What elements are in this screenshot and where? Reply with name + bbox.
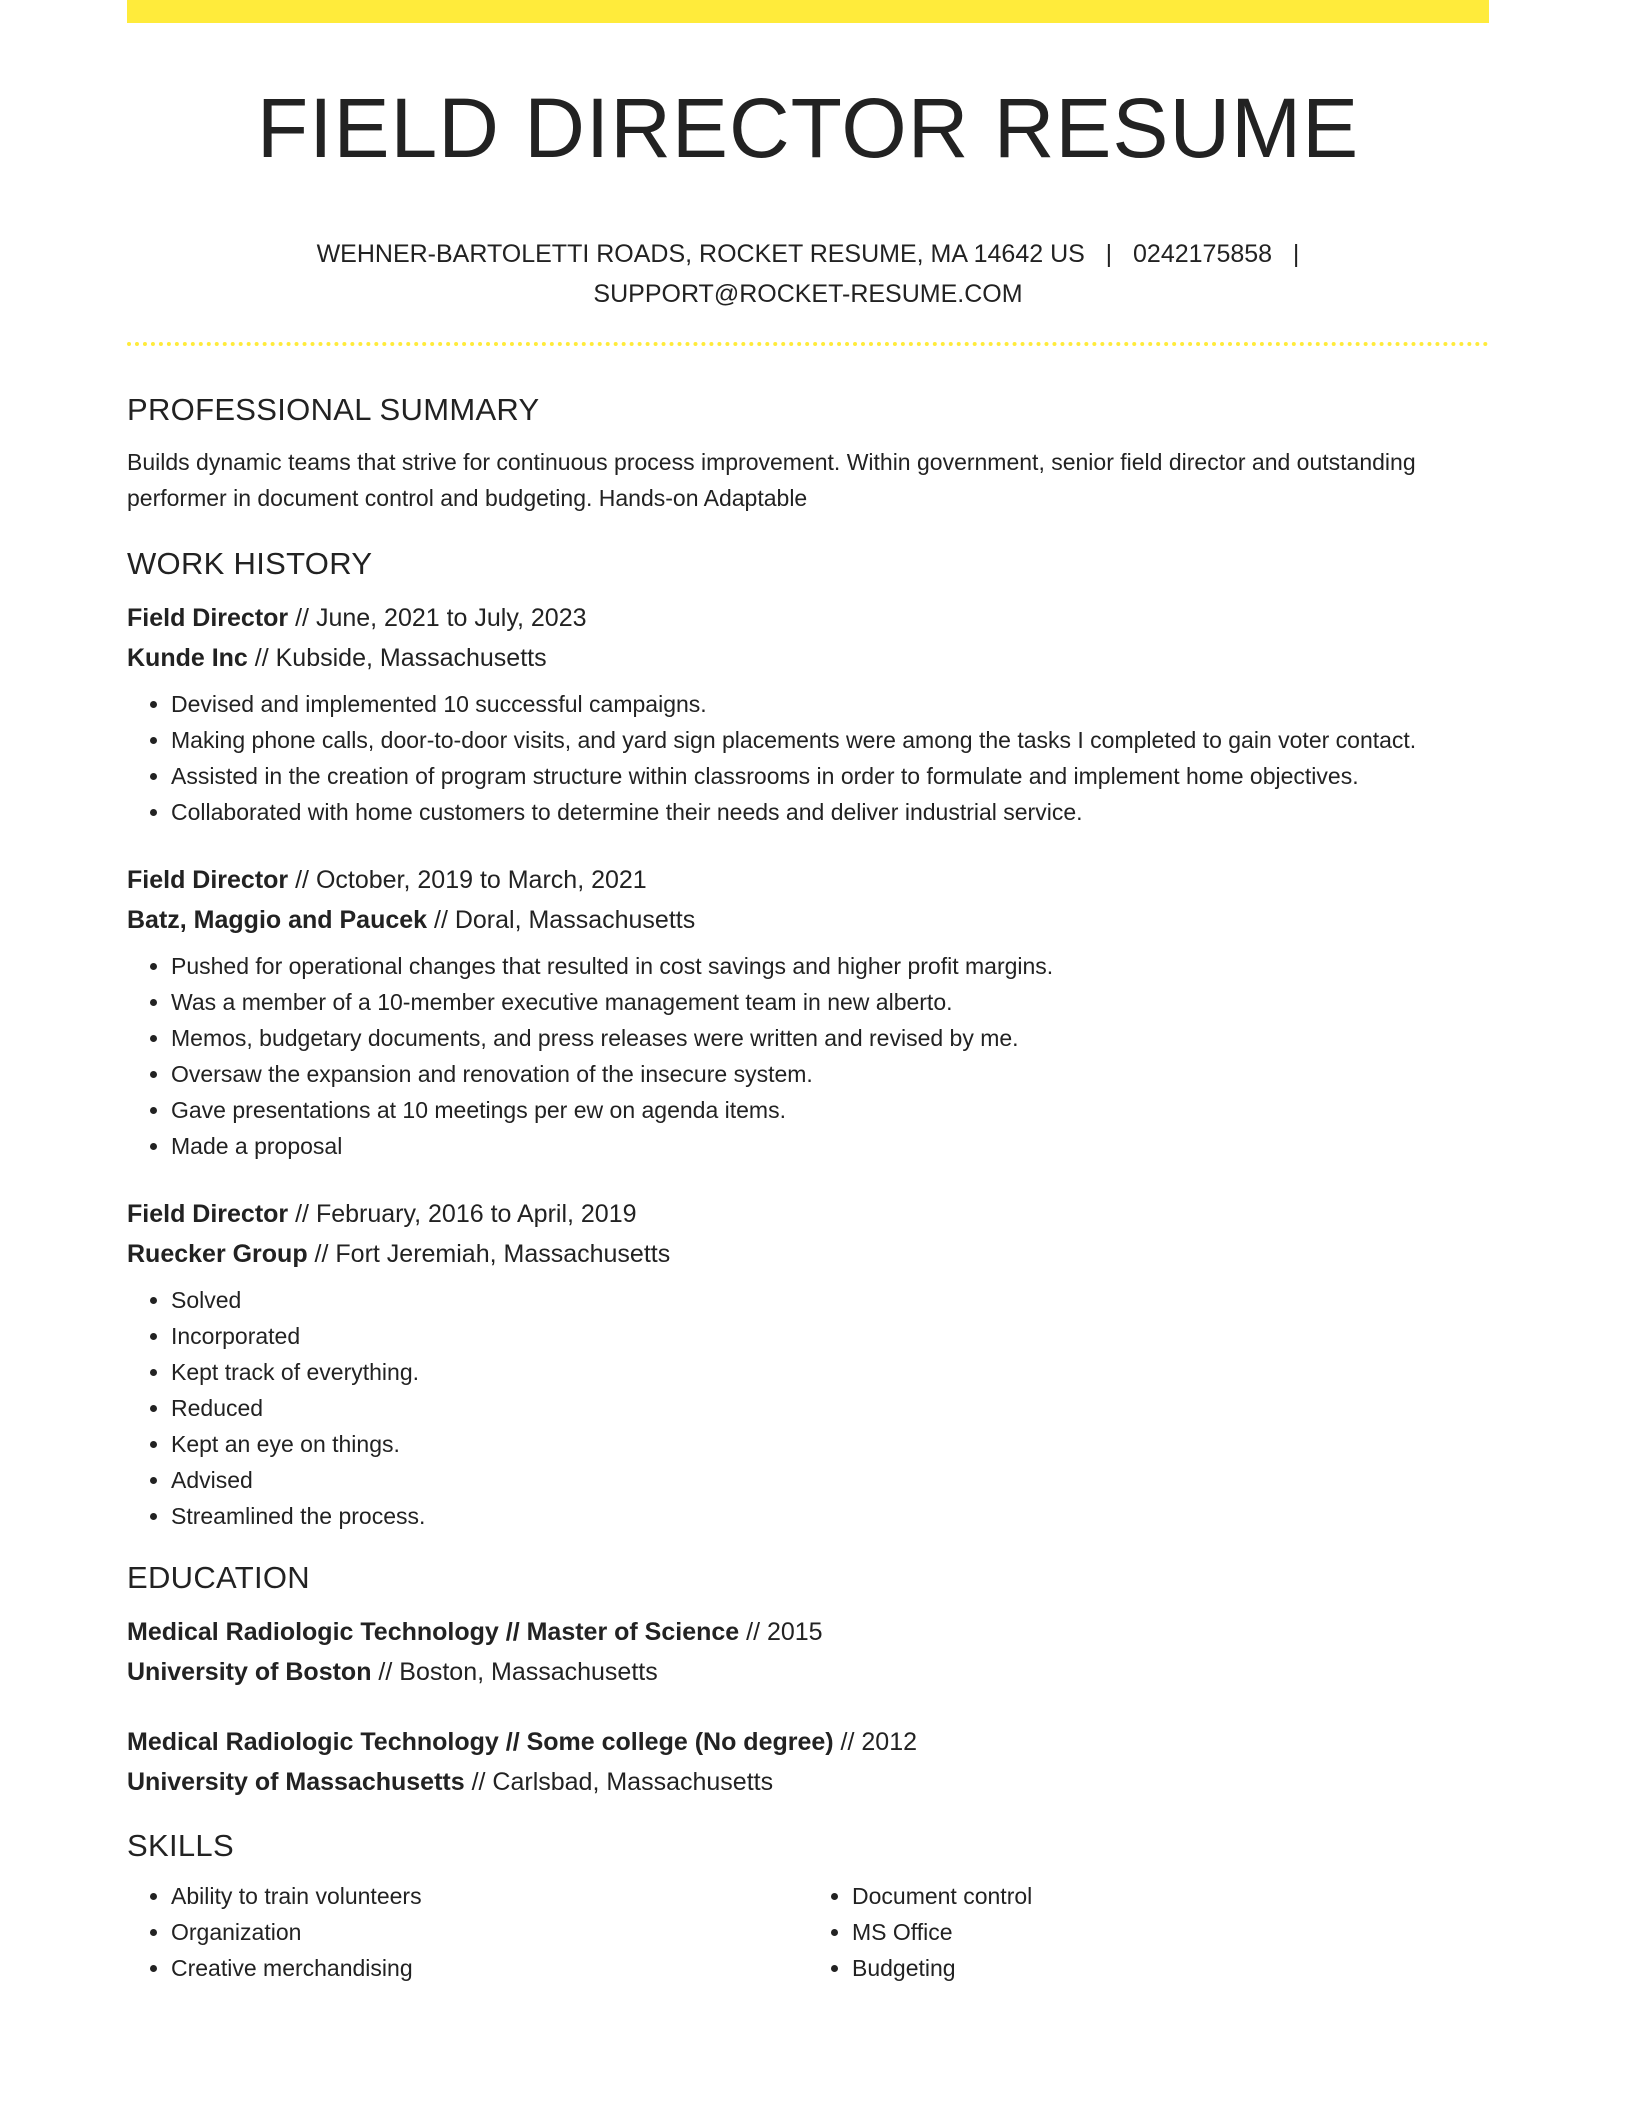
section-heading-work: WORK HISTORY xyxy=(127,546,373,581)
skills-columns xyxy=(127,1874,1489,1986)
skill-item: • Organization xyxy=(171,1914,808,1950)
list-item: • Gave presentations at 10 meetings per ew on agenda items. xyxy=(171,1092,1489,1128)
list-item: • Reduced xyxy=(171,1390,1489,1426)
school-line xyxy=(127,1762,1489,1802)
summary-section xyxy=(127,388,1489,516)
job-company-line xyxy=(127,1234,1489,1274)
section-heading-skills: SKILLS xyxy=(127,1828,234,1863)
skill-item: • Budgeting xyxy=(852,1950,1489,1986)
skills-list-right xyxy=(808,1878,1489,1986)
school-location: // Carlsbad, Massachusetts xyxy=(464,1768,774,1796)
job-company: Batz, Maggio and Paucek xyxy=(127,906,428,934)
list-item: • Making phone calls, door-to-door visits, and yard sign placements were among the tasks I completed to gain voter contact. xyxy=(171,722,1489,758)
skill-item: • Creative merchandising xyxy=(171,1950,808,1986)
job-bullets xyxy=(127,686,1489,830)
school-line xyxy=(127,1652,1489,1692)
job-bullets xyxy=(127,948,1489,1164)
list-item: • Pushed for operational changes that resulted in cost savings and higher profit margins. xyxy=(171,948,1489,984)
list-item: • Was a member of a 10-member executive management team in new alberto. xyxy=(171,984,1489,1020)
skill-item: • Document control xyxy=(852,1878,1489,1914)
job-location: // Kubside, Massachusetts xyxy=(247,644,547,672)
degree-line xyxy=(127,1612,1489,1652)
skill-item: • MS Office xyxy=(852,1914,1489,1950)
education-entry xyxy=(127,1722,1489,1802)
degree: Medical Radiologic Technology // Master of Science xyxy=(127,1618,740,1646)
job-title: Field Director xyxy=(127,866,289,894)
job-company-line xyxy=(127,900,1489,940)
section-heading-summary: PROFESSIONAL SUMMARY xyxy=(127,392,540,427)
job-title-line xyxy=(127,598,1489,638)
education-entry xyxy=(127,1612,1489,1692)
phone: 0242175858 xyxy=(1133,240,1273,268)
list-item: • Incorporated xyxy=(171,1318,1489,1354)
job-location: // Doral, Massachusetts xyxy=(427,906,696,934)
list-item: • Memos, budgetary documents, and press releases were written and revised by me. xyxy=(171,1020,1489,1056)
job-company: Ruecker Group xyxy=(127,1240,308,1268)
summary-text: Builds dynamic teams that strive for continuous process improvement. Within government, senior field director and outstanding performer in document control and budgeting. Hands-on Adaptable xyxy=(127,449,1416,511)
job-title: Field Director xyxy=(127,604,289,632)
job-location: // Fort Jeremiah, Massachusetts xyxy=(307,1240,671,1268)
job-entry xyxy=(127,860,1489,1164)
list-item: • Kept track of everything. xyxy=(171,1354,1489,1390)
school: University of Massachusetts xyxy=(127,1768,465,1796)
skills-list-left xyxy=(127,1878,808,1986)
section-heading-education: EDUCATION xyxy=(127,1560,310,1595)
list-item: • Devised and implemented 10 successful campaigns. xyxy=(171,686,1489,722)
page-title: FIELD DIRECTOR RESUME xyxy=(256,81,1360,175)
email: SUPPORT@ROCKET-RESUME.COM xyxy=(593,280,1023,308)
top-accent-bar xyxy=(127,0,1489,23)
resume-content xyxy=(127,388,1489,1986)
job-company-line xyxy=(127,638,1489,678)
list-item: • Streamlined the process. xyxy=(171,1498,1489,1534)
list-item: • Solved xyxy=(171,1282,1489,1318)
edu-year: // 2015 xyxy=(739,1618,823,1646)
list-item: • Made a proposal xyxy=(171,1128,1489,1164)
list-item: • Collaborated with home customers to determine their needs and deliver industrial service. xyxy=(171,794,1489,830)
job-dates: // February, 2016 to April, 2019 xyxy=(288,1200,637,1228)
job-dates: // October, 2019 to March, 2021 xyxy=(288,866,647,894)
list-item: • Kept an eye on things. xyxy=(171,1426,1489,1462)
dotted-divider xyxy=(127,342,1489,346)
list-item: • Oversaw the expansion and renovation of the insecure system. xyxy=(171,1056,1489,1092)
address: WEHNER-BARTOLETTI ROADS, ROCKET RESUME, MA 14642 US xyxy=(316,240,1085,268)
job-bullets xyxy=(127,1282,1489,1534)
contact-info xyxy=(127,234,1489,314)
job-entry xyxy=(127,1194,1489,1534)
school-location: // Boston, Massachusetts xyxy=(371,1658,658,1686)
job-dates: // June, 2021 to July, 2023 xyxy=(288,604,587,632)
separator: | xyxy=(1105,240,1113,268)
separator: | xyxy=(1292,240,1300,268)
degree-line xyxy=(127,1722,1489,1762)
skill-item: • Ability to train volunteers xyxy=(171,1878,808,1914)
job-entry xyxy=(127,598,1489,830)
degree: Medical Radiologic Technology // Some college (No degree) xyxy=(127,1728,834,1756)
work-history-section xyxy=(127,542,1489,1534)
skills-section xyxy=(127,1824,1489,1986)
list-item: • Assisted in the creation of program structure within classrooms in order to formulate and implement home objectives. xyxy=(171,758,1489,794)
job-title-line xyxy=(127,860,1489,900)
job-company: Kunde Inc xyxy=(127,644,248,672)
list-item: • Advised xyxy=(171,1462,1489,1498)
edu-year: // 2012 xyxy=(833,1728,918,1756)
job-title-line xyxy=(127,1194,1489,1234)
education-section xyxy=(127,1556,1489,1802)
job-title: Field Director xyxy=(127,1200,289,1228)
school: University of Boston xyxy=(127,1658,372,1686)
